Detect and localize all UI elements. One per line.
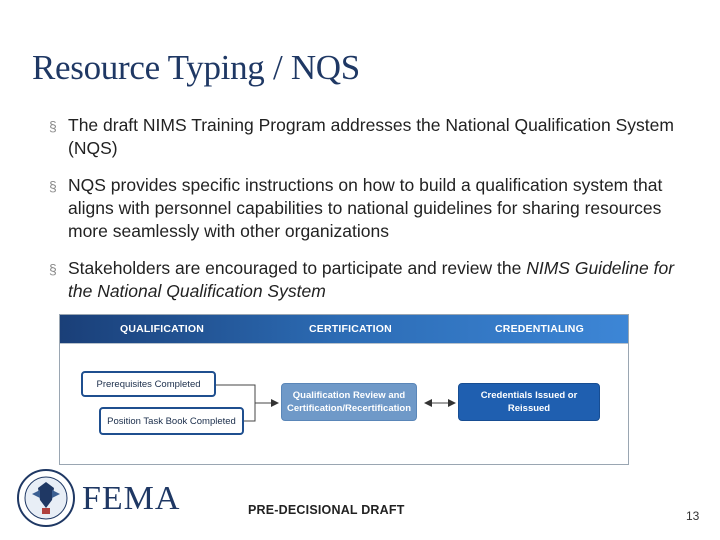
bullet-marker: § — [49, 118, 57, 134]
dhs-seal-icon — [16, 468, 76, 528]
nqs-process-diagram — [59, 314, 629, 465]
bullet-marker: § — [49, 178, 57, 194]
qualification-review-box: Qualification Review and Certification/Recertification — [281, 383, 417, 421]
bullet-list — [48, 114, 678, 317]
bullet-italic-text: NIMS Guideline for the National Qualification System — [68, 258, 675, 301]
header-credentialing: CREDENTIALING — [495, 323, 584, 335]
draft-status-label: PRE-DECISIONAL DRAFT — [248, 503, 405, 517]
bullet-marker: § — [49, 261, 57, 277]
slide-title: Resource Typing / NQS — [32, 48, 360, 87]
bullet-item — [48, 114, 678, 160]
header-qualification: QUALIFICATION — [120, 323, 205, 335]
page-number: 13 — [686, 509, 700, 523]
bullet-item — [48, 257, 678, 303]
bullet-text: NQS provides specific instructions on how to build a qualification system that aligns with personnel capabilities to national guidelines for sharing resources more seamlessly with other organizations — [68, 175, 663, 241]
credentials-issued-box: Credentials Issued or Reissued — [458, 383, 600, 421]
prerequisites-box: Prerequisites Completed — [81, 371, 216, 397]
position-task-book-box: Position Task Book Completed — [99, 407, 244, 435]
fema-logo: FEMA — [82, 480, 181, 517]
bullet-text: Stakeholders are encouraged to participate and review the — [68, 258, 527, 278]
bullet-item — [48, 174, 678, 243]
bullet-text: The draft NIMS Training Program addresses the National Qualification System (NQS) — [68, 115, 674, 158]
header-certification: CERTIFICATION — [309, 323, 392, 335]
